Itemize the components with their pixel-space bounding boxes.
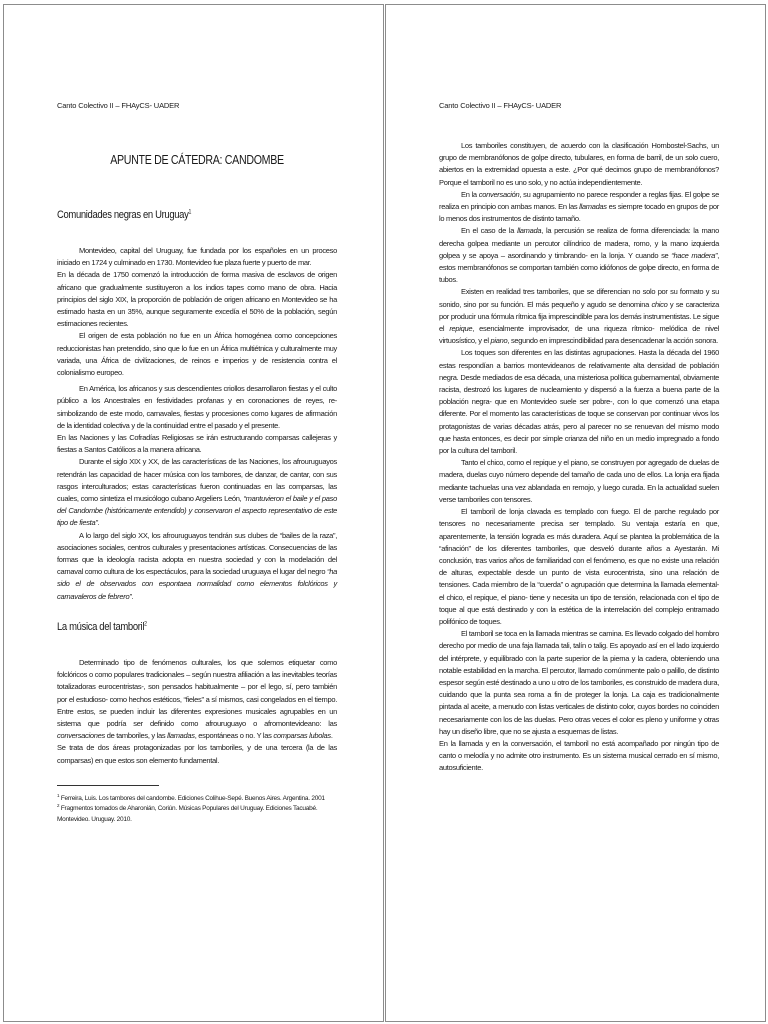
footnote-number: 2: [57, 803, 60, 809]
footnote-text: Ferreira, Luis. Los tambores del candombe. Ediciones Colihue-Sepé. Buenos Aires. Argentina. 2001: [59, 794, 325, 802]
paragraph-text: de tamboriles, y las: [104, 731, 168, 741]
footnote: [57, 804, 337, 825]
paragraph: Montevideo, capital del Uruguay, fue fundada por los españoles en un proceso iniciado en 1724 y culminado en 1730. Montevideo fue plaza fuerte y puerto de mar.: [57, 246, 337, 268]
paragraph-text: .: [131, 591, 134, 601]
paragraph: El origen de esta población no fue en un África homogénea como concepciones reduccionistas han pretendido, sino que lo fue en un África multiétnica y culturalmente muy variada, una África de civilizaciones, de reinos e imperios y de resistencia contra el colonialismo europeo.: [57, 331, 337, 378]
paragraph-text: , segundo en imprescindibilidad para desencadenar la acción sonora.: [507, 336, 718, 346]
section-heading-comunidades: [57, 209, 298, 221]
paragraph: En las Naciones y las Cofradías Religiosas se irán estructurando comparsas callejeras y fiestas a Santos Católicos a la manera africana.: [57, 433, 337, 455]
paragraph: El tamboril de lonja clavada es templado con fuego. El de parche regulado por tensores no necesariamente precisa ser templado. Su ventaja estaría en que, aparentemente, la tensión lograda es más duradera. Aquí se plantea la problemática de la “afinación” de los diferentes tamboriles, que desveló durante años a Ayestarán. Mi conclusión, tras varios años de familiaridad con el fenómeno, es que no existe una relación de alturas, expectable desde un punto de vista eurocentrista, sino una relación de tensiones. Cada miembro de la “cuerda” o agrupación que determina la llamada elemental- el chico, el repique, el piano- tiene y necesita un tipo de tensión, relacionada con el tipo de toque al que está destinado y con la estética de la interrelación del complejo entramado polifónico de toques.: [439, 507, 719, 626]
paragraph: En América, los africanos y sus descendientes criollos desarrollaron fiestas y el culto público a los Ancestrales en festividades profanas y en coronaciones de reyes, re-simbolizando de este modo, carnavales, fiestas y procesiones como lugares de afirmación de la identidad colectiva y de la continuidad entre el pasado y el presente.: [57, 384, 337, 430]
paragraph-text: .: [97, 518, 100, 528]
footnote-number: 1: [57, 792, 60, 798]
paragraph-text: En la: [461, 189, 479, 199]
paragraph-text: Determinado tipo de fenómenos culturales, los que solemos etiquetar como folclóricos o como populares tradicionales – según nuestra afiliación a las inevitables teorías totalizadoras eurocentristas-, son pensados habitualmente – por el lego, sí, pero también por el estudioso- como hechos estéticos, “fieles” a sí mismos, casi congelados en el tiempo. Entre estos, se pueden incluir las diferentes expresiones musicales agrupables en un sistema que podría ser definido como afrouruguayo o afromontevideano: las: [57, 657, 337, 728]
emphasis: repique: [449, 324, 473, 334]
document-title: APUNTE DE CÁTEDRA: CANDOMBE: [110, 152, 284, 167]
running-head: Canto Colectivo II – FHAyCS- UADER: [439, 101, 562, 110]
emphasis: “hace madera”: [671, 250, 718, 260]
paragraph-text: , espontáneas o no. Y las: [194, 731, 274, 741]
paragraph: [439, 225, 719, 286]
paragraph: Tanto el chico, como el repique y el piano, se construyen por agregado de duelas de madera, duelas cuyo número depende del tamaño de cada uno de ellos. La lonja era fijada mediante tachuelas una vez ablandada en remojo, y luego curada. En la actualidad suelen verse tamboriles con tensores.: [439, 458, 719, 504]
paragraph-text: Existen en realidad tres tamboriles, que se diferencian no solo por su formato y su sonido, sino por su función. El más pequeño y agudo se denomina: [439, 287, 719, 309]
left-page: [3, 4, 384, 1022]
emphasis: llamadas: [579, 202, 607, 212]
left-page-content: [57, 101, 337, 1021]
section-heading-text: La música del tamboril: [57, 620, 145, 633]
section-heading-text: Comunidades negras en Uruguay: [57, 209, 189, 221]
paragraph-text: , su agrupamiento no parece responder a reglas fijas. El golpe se realiza en principio con ambas manos. En las: [439, 189, 719, 212]
emphasis: llamadas: [167, 731, 195, 741]
paragraph: [57, 657, 337, 742]
footnote-ref[interactable]: 1: [188, 209, 192, 216]
emphasis: piano: [490, 336, 508, 346]
paragraph: Se trata de dos áreas protagonizadas por los tamboriles, y de una tercera (la de las comparsas) en que estos son elemento fundamental.: [57, 743, 337, 765]
emphasis: llamada: [517, 226, 542, 236]
paragraph-text: Durante el siglo XIX y XX, de las características de las Naciones, los afrouruguayos retendrán las capacidad de hacer música con los tambores, de danzar, de cantar, con sus rasgos interculturados; estas características fueron continuadas en las comparsas, las cuales, como sintetiza el musicólogo cubano Argeliers León,: [57, 457, 337, 504]
running-head: Canto Colectivo II – FHAyCS- UADER: [57, 101, 180, 110]
paragraph-text: es siempre tocado en grupos de por lo menos dos instrumentos de distinto tamaño.: [439, 202, 719, 224]
section-heading-musica: [57, 621, 298, 633]
paragraph-text: .: [330, 731, 333, 741]
right-page: [385, 4, 766, 1022]
footnote-text: Fragmentos tomados de Aharonián, Coriún. Músicas Populares del Uruguay. Ediciones Tacuabé. Montevideo. Uruguay. 2010.: [57, 805, 318, 823]
footnote-divider: [57, 785, 159, 786]
paragraph-text: En el caso de la: [461, 226, 518, 236]
right-page-content: [439, 101, 719, 1021]
paragraph: En la llamada y en la conversación, el tamboril no está acompañado por ningún tipo de canto o melodía y no admite otro instrumento. Es un sistema musical cerrado en sí mismo, autosuficiente.: [439, 738, 719, 773]
footnote-ref[interactable]: 2: [144, 621, 147, 628]
paragraph-text: y se caracteriza por producir una fórmula rítmica fija imprescindible para los demás instrumentistas. Le sigue el: [439, 299, 719, 334]
emphasis: comparsas lubolas: [273, 731, 331, 741]
emphasis: conversaciones: [57, 731, 105, 741]
quote-text: “mantuvieron el baile y el paso del Candombe (históricamente entendido) y conservaron el aspecto representativo de este tipo de fiesta”: [57, 494, 337, 528]
paragraph-text: , esencialmente improvisador, de una riqueza rítmico- melódica de nivel virtuosístico, y el: [439, 324, 719, 346]
quote-text: “ha sido el de observados con espontaea normalidad como elementos folclóricos y carnavaleros de febrero”: [57, 567, 337, 601]
paragraph: [439, 286, 719, 347]
footnote: [57, 794, 337, 805]
paragraph: Los toques son diferentes en las distintas agrupaciones. Hasta la década del 1960 estas respondían a barrios montevideanos de relativamente alta densidad de población negra. Desde mediados de esa década, una misteriosa política gubernamental, obviamente racista, destrozó los lugares de nucleamiento y dispersó a la fuerza a buena parte de la población negra- que en Montevideo suele ser pobre-, con lo que comenzó una etapa diferente. Por el momento las características de toque se conservan por continuar vivos los protagonistas de varias décadas atrás, pero al parecer no se renuevan del mismo modo que hasta entonces, es decir por simple crianza del niño en un medio impregnado a fondo por la cultura del tamboril.: [439, 348, 719, 456]
paragraph-text: , estos membranófonos se comportan también como idiófonos de golpe directo, en forma de tubos.: [439, 250, 719, 285]
paragraph-text: , la percusión se realiza de forma diferenciada: la mano derecha golpea mediante un percutor cilíndrico de madera, romo, y la mano izquierda golpea y se apoya – asordinando y timbrando- en la lonja. Y cuando se: [439, 226, 720, 260]
emphasis: chico: [651, 299, 668, 309]
paragraph-text: A lo largo del siglo XX, los afrouruguayos tendrán sus clubes de “bailes de la raza”, asociaciones sociales, centros culturales y presentaciones artísticas. Consecuencias de las formas que la ideología racista adopta en nuestra sociedad y con la modelación del carnaval como cultura de los espectáculos, para la sociedad uruguaya el lugar del negro: [57, 530, 337, 577]
paragraph: En la década de 1750 comenzó la introducción de forma masiva de esclavos de origen africano que gradualmente sustituyeron a los indios tapes como mano de obra. Hacia principios del siglo XIX, la proporción de población de origen africano en Montevideo se ha estimado hasta en un 35%, aunque seguramente excedía el 50% de la población, según estimaciones recientes.: [57, 270, 337, 329]
paragraph: [439, 189, 719, 226]
emphasis: conversación: [478, 189, 520, 199]
paragraph: [57, 530, 337, 603]
paragraph: Los tamboriles constituyen, de acuerdo con la clasificación Hornbostel-Sachs, un grupo de membranófonos de golpe directo, tubulares, en forma de barril, de un solo cuero, abiertos en la extremidad opuesta a este. ¿Por qué decimos grupo de membranófonos? Porque el tamboril no es uno solo, y no actúa independientemente.: [439, 141, 719, 187]
paragraph: El tamboril se toca en la llamada mientras se camina. Es llevado colgado del hombro derecho por medio de una faja llamada tali, talín o talig. Es apoyado así en el lado izquierdo del intérprete, y equilibrado con la parte superior de la pierna y la cadera, obteniendo una notable estabilidad en la marcha. El percutor, llamado comúnmente palo o palillo, de distinto espesor según esté destinado a uno u otro de los tamboriles, es construido de madera dura, cuidando que la punta sea roma a fin de proteger la lonja. La caja es tradicionalmente pintada al aceite, a menudo con listas verticales de distinto color, cuyos bordes no coinciden necesariamente con los de las duelas. Pero otras veces el color es pleno y uniforme y otras hay un diseño libre, que no se ajusta a esquemas de listas.: [439, 629, 719, 736]
paragraph: [57, 456, 337, 529]
